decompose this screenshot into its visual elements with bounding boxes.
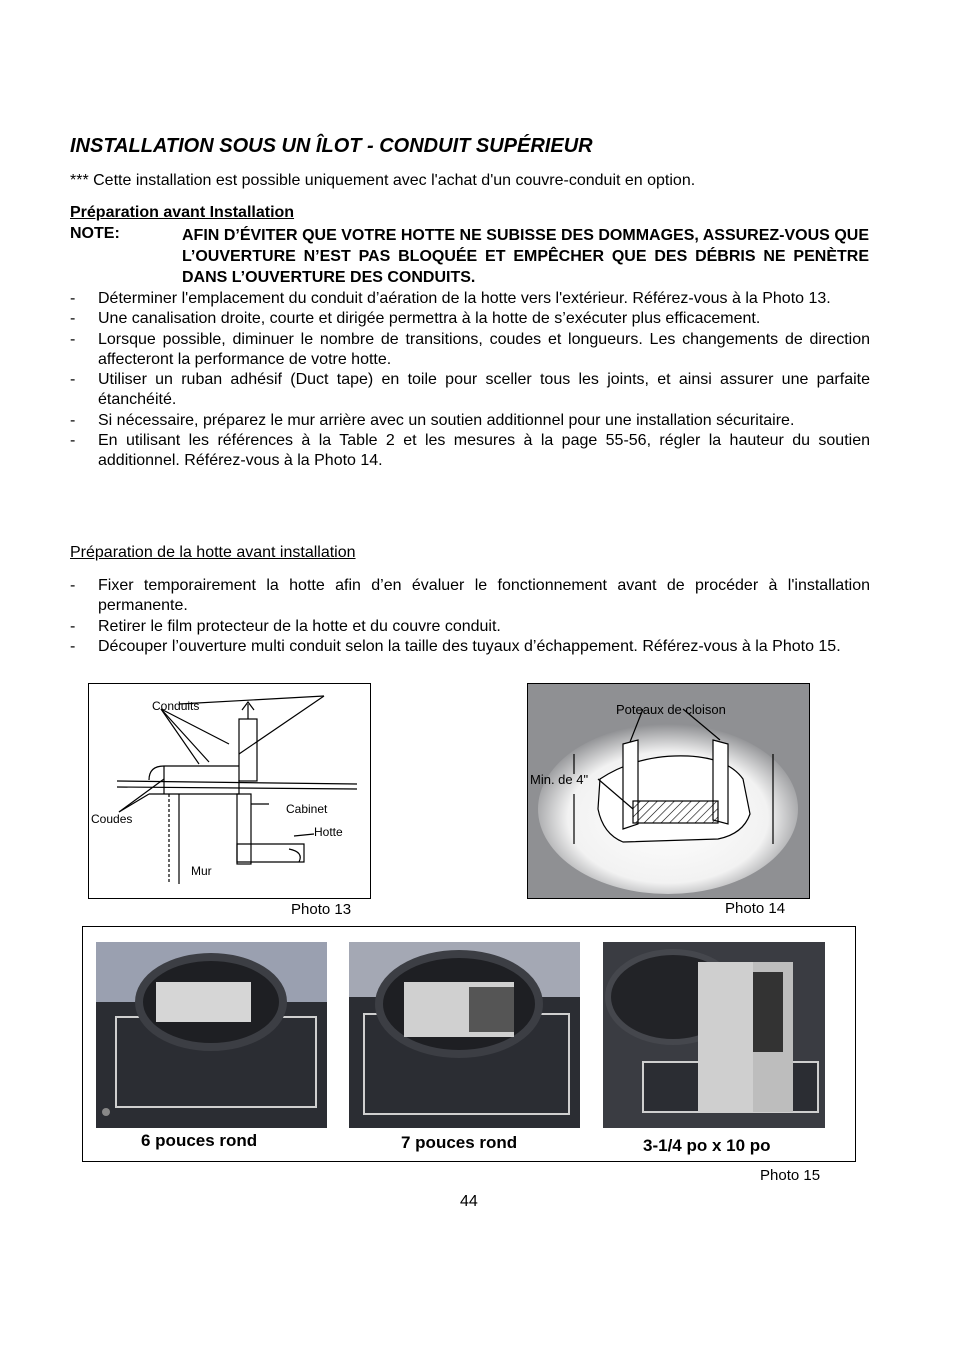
label-poteaux: Poteaux de cloison <box>616 702 726 717</box>
label-mur: Mur <box>191 864 212 878</box>
photo-15-panel <box>82 926 856 1162</box>
label-hotte: Hotte <box>314 825 343 839</box>
duct-diagram-drawing <box>89 684 370 898</box>
list-item: - Utiliser un ruban adhésif (Duct tape) en toile pour sceller tous les joints, et ainsi assurer une parfaite étanchéité. <box>70 371 870 409</box>
list-item: - Déterminer l'emplacement du conduit d’aération de la hotte vers l'extérieur. Référez-vous à la Photo 13. <box>70 290 831 307</box>
section-heading-preparation: Préparation avant Installation <box>70 204 295 221</box>
list-item: - Lorsque possible, diminuer le nombre de transitions, coudes et longueurs. Les changements de direction affecteront la performance de votre hotte. <box>70 330 870 368</box>
photo-15-6in-round <box>96 942 327 1128</box>
list-item: - Une canalisation droite, courte et dirigée permettra à la hotte de s’exécuter plus efficacement. <box>70 310 761 328</box>
label-conduits: Conduits <box>152 699 200 713</box>
list-item: - Si nécessaire, préparez le mur arrière avec un soutien additionnel pour une installation sécuritaire. <box>70 411 795 429</box>
label-cabinet: Cabinet <box>286 802 328 816</box>
photo-14-caption: Photo 14 <box>725 900 786 917</box>
list-item: - En utilisant les références à la Table 2 et les mesures à la page 55-56, régler la hauteur du soutien additionnel. Référez-vous à la Photo 14. <box>70 432 870 470</box>
photo-13-diagram <box>88 683 371 899</box>
preparation-list <box>70 289 870 472</box>
photo-15-caption: Photo 15 <box>760 1167 821 1184</box>
photo-15-7in-round <box>349 942 580 1128</box>
list-item: - Retirer le film protecteur de la hotte et du couvre conduit. <box>70 617 501 635</box>
page-number: 44 <box>460 1193 478 1210</box>
section-heading-hood-preparation: Préparation de la hotte avant installation <box>70 544 356 561</box>
photo-14-diagram <box>527 683 810 899</box>
hood-preparation-list <box>70 576 870 657</box>
photo-15-label-7in: 7 pouces rond <box>401 1133 518 1152</box>
photo-15-label-rect: 3-1/4 po x 10 po <box>643 1136 771 1155</box>
label-coudes: Coudes <box>91 812 133 826</box>
note-label: NOTE: <box>70 225 120 242</box>
page-title: INSTALLATION SOUS UN ÎLOT - CONDUIT SUPÉRIEUR <box>70 135 593 157</box>
list-item: - Fixer temporairement la hotte afin d’en évaluer le fonctionnement avant de procéder à l'installation permanente. <box>70 577 870 615</box>
wall-support-drawing <box>528 684 809 898</box>
list-item: - Découper l’ouverture multi conduit selon la taille des tuyaux d’échappement. Référez-vous à la Photo 15. <box>70 637 841 655</box>
note-text: AFIN D’ÉVITER QUE VOTRE HOTTE NE SUBISSE DES DOMMAGES, ASSUREZ-VOUS QUE L’OUVERTURE N’EST PAS BLOQUÉE ET EMPÊCHER QUE DES DÉBRIS NE PENÈTRE DANS L’OUVERTURE DES CONDUITS. <box>182 227 869 286</box>
photo-15-rectangular <box>603 942 825 1128</box>
intro-text: *** Cette installation est possible uniquement avec l'achat d'un couvre-conduit en option. <box>70 172 696 189</box>
photo-13-caption: Photo 13 <box>291 901 352 918</box>
label-min-4: Min. de 4" <box>530 772 589 787</box>
photo-15-label-6in: 6 pouces rond <box>141 1131 258 1150</box>
